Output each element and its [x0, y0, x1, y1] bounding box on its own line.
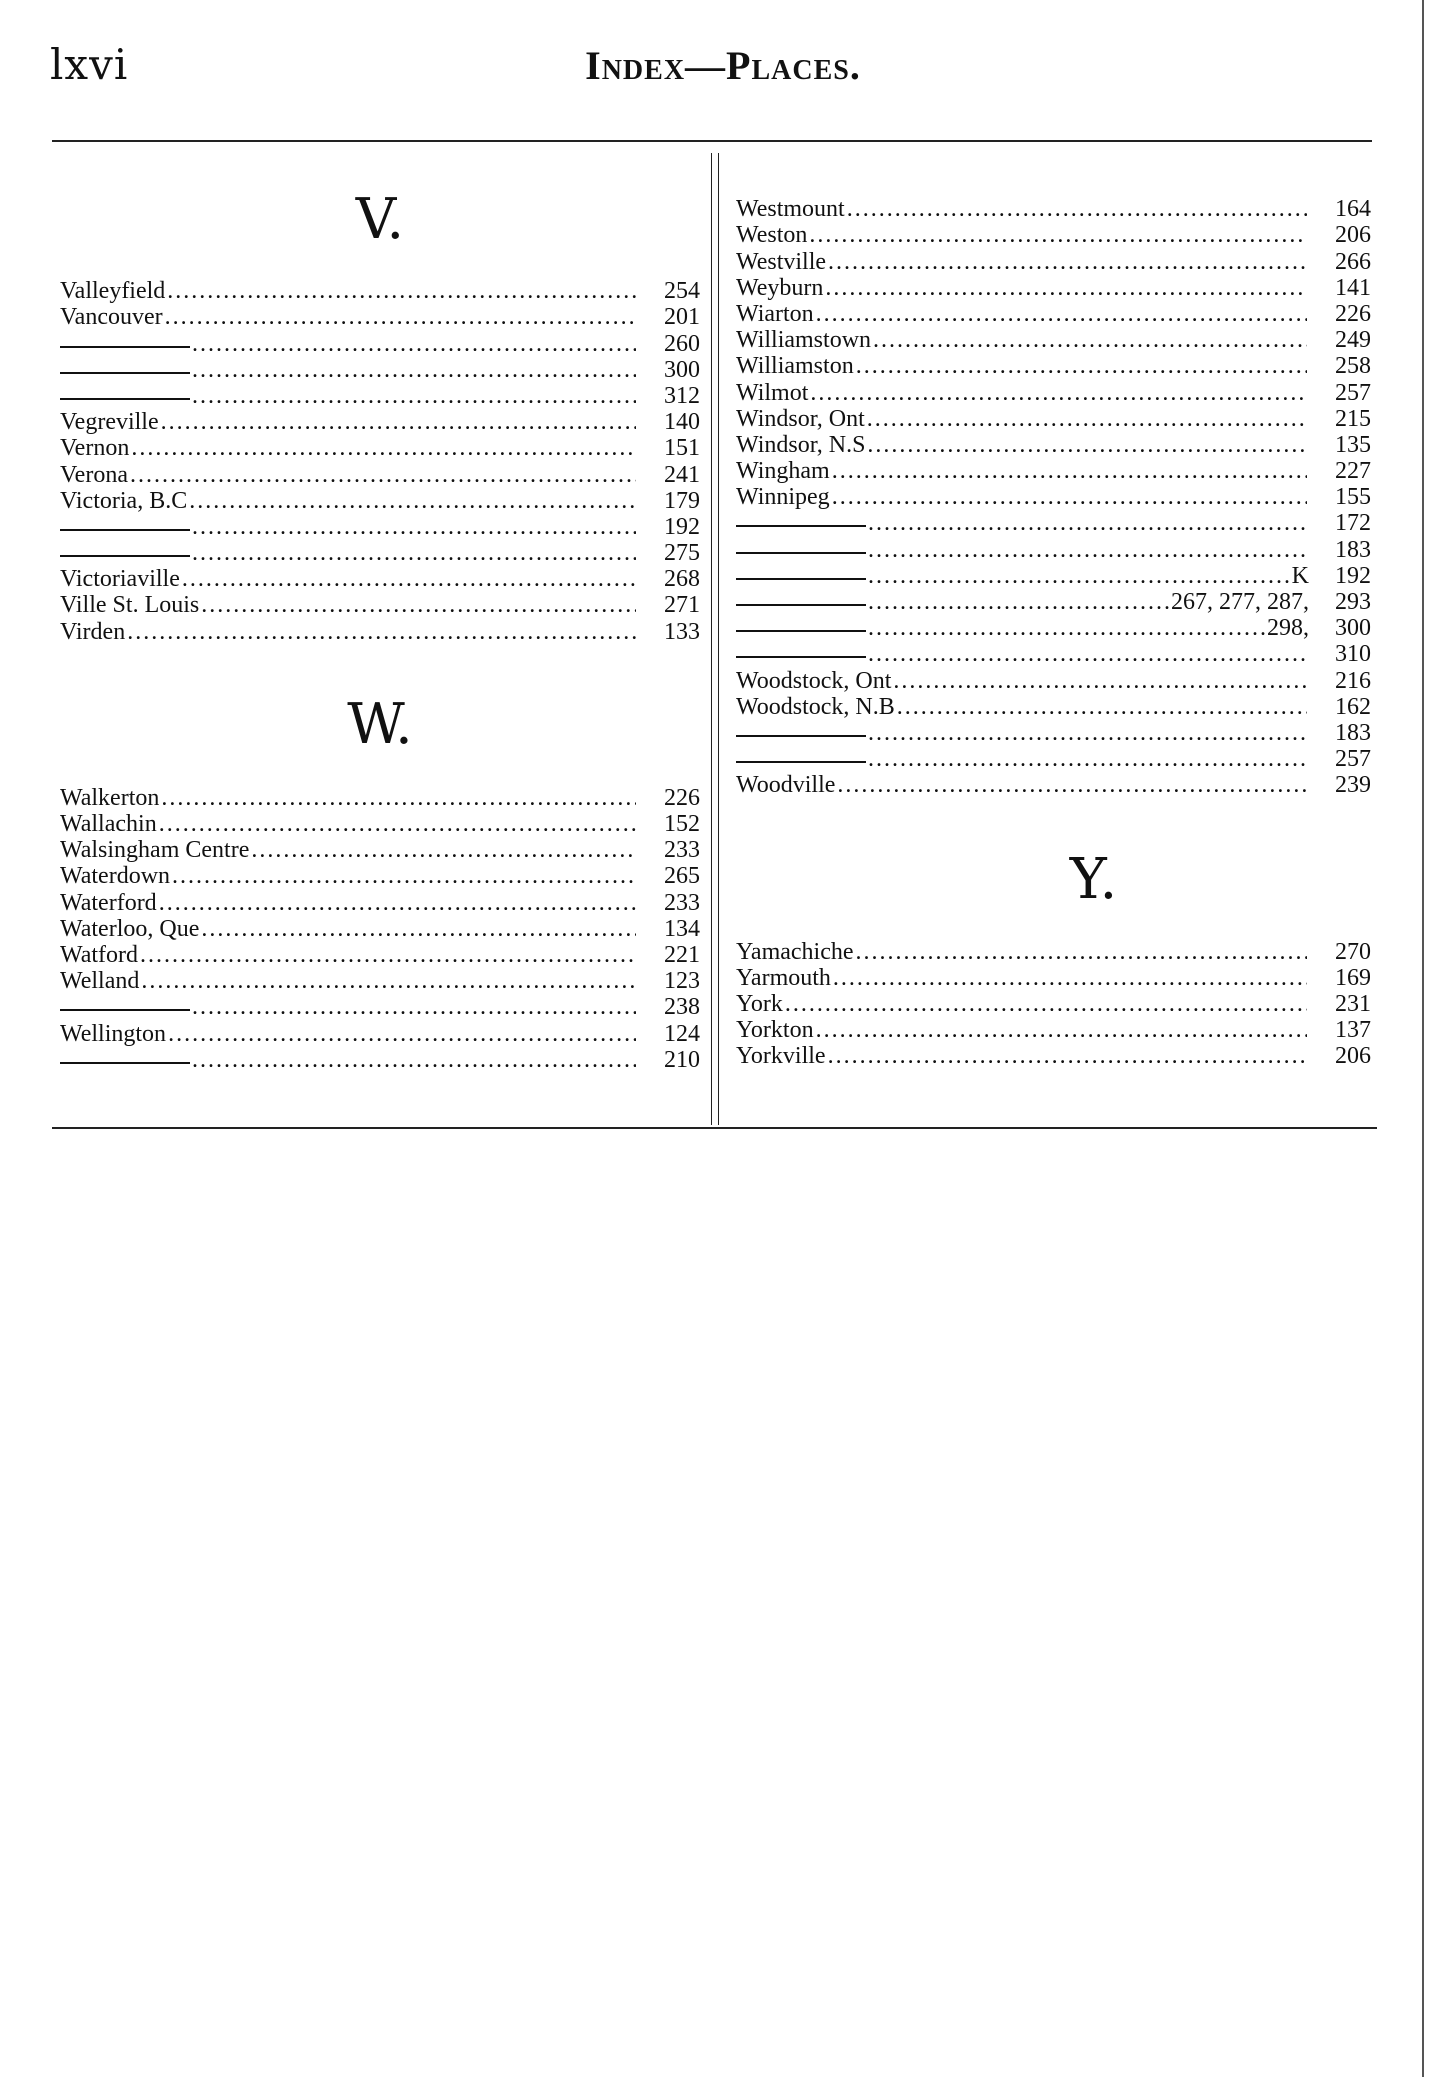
index-entry — [60, 409, 700, 435]
dot-leader — [192, 383, 636, 409]
index-entry — [60, 1020, 700, 1046]
entry-place-name: Weyburn — [736, 274, 824, 301]
index-entry — [60, 330, 700, 356]
entry-page-number: 216 — [1335, 667, 1371, 694]
entry-page-number: 210 — [664, 1046, 700, 1073]
entry-page-number: 151 — [664, 435, 700, 462]
entry-place-name: Woodstock, N.B — [736, 693, 895, 720]
dot-leader — [868, 510, 1307, 536]
index-entry — [60, 540, 700, 566]
dot-leader — [868, 746, 1307, 772]
dot-leader — [201, 916, 636, 942]
entry-page-number: 265 — [664, 863, 700, 890]
entry-place-name: Waterdown — [60, 863, 171, 890]
entry-place-name: York — [736, 990, 783, 1017]
dot-leader — [837, 772, 1307, 798]
ditto-dash — [60, 1009, 190, 1011]
index-entry — [736, 746, 1371, 772]
dot-leader — [192, 540, 636, 566]
dot-leader — [816, 301, 1307, 327]
dot-leader — [192, 357, 636, 383]
entry-page-number: 140 — [664, 409, 700, 436]
index-entry — [736, 196, 1371, 222]
index-entry — [736, 965, 1371, 991]
entry-place-name: Victoriaville — [60, 566, 180, 593]
entry-page-number: 137 — [1335, 1017, 1371, 1044]
top-rule — [52, 140, 1372, 142]
entry-page-number: 239 — [1335, 772, 1371, 799]
ditto-dash — [60, 346, 190, 348]
index-entry — [60, 278, 700, 304]
index-entry — [60, 785, 700, 811]
section-letter-y: Y. — [1069, 847, 1118, 913]
entry-page-number: 310 — [1335, 641, 1371, 668]
entry-page-number: 254 — [664, 278, 700, 305]
index-entry — [736, 1043, 1371, 1069]
index-entry — [736, 694, 1371, 720]
index-entry — [60, 889, 700, 915]
dot-leader — [130, 462, 636, 488]
dot-leader — [847, 196, 1307, 222]
entry-page-number: 135 — [1335, 431, 1371, 458]
dot-leader — [810, 380, 1307, 406]
dot-leader — [867, 406, 1307, 432]
entry-page-number: 155 — [1335, 484, 1371, 511]
page-title: Index—Places. — [585, 43, 861, 88]
entry-place-name: Walkerton — [60, 784, 160, 811]
entry-place-name: Weston — [736, 222, 808, 249]
index-entry — [736, 379, 1371, 405]
index-entry — [736, 563, 1371, 589]
dot-leader — [868, 537, 1307, 563]
entry-page-number: 179 — [664, 487, 700, 514]
entry-place-name: Waterford — [60, 889, 157, 916]
dot-leader — [856, 353, 1307, 379]
entry-list-y — [736, 938, 1371, 1069]
dot-leader — [159, 811, 636, 837]
dot-leader — [165, 304, 636, 330]
dot-leader — [868, 641, 1307, 667]
entry-page-number: 164 — [1335, 196, 1371, 223]
entry-place-name: Wiarton — [736, 300, 814, 327]
entry-page-number: 233 — [664, 837, 700, 864]
entry-place-name: Verona — [60, 461, 128, 488]
dot-leader — [161, 409, 636, 435]
dot-leader — [192, 994, 636, 1020]
dot-leader — [161, 785, 636, 811]
dot-leader — [828, 1043, 1307, 1069]
left-column — [60, 160, 700, 1073]
dot-leader — [172, 863, 636, 889]
ditto-dash — [736, 630, 866, 632]
dot-leader — [816, 1017, 1307, 1043]
entry-page-number: 257 — [1335, 746, 1371, 773]
dot-leader — [192, 1047, 636, 1073]
dot-leader — [868, 589, 1169, 615]
dot-leader — [868, 615, 1265, 641]
entry-page-number: 206 — [1335, 222, 1371, 249]
entry-page-number: 134 — [664, 915, 700, 942]
ditto-dash — [736, 656, 866, 658]
index-entry — [736, 327, 1371, 353]
entry-place-name: Walsingham Centre — [60, 837, 250, 864]
index-entry — [60, 916, 700, 942]
entry-page-number: 241 — [664, 461, 700, 488]
entry-page-number: 271 — [664, 592, 700, 619]
entry-page-number: 206 — [1335, 1043, 1371, 1070]
index-entry — [736, 589, 1371, 615]
ditto-dash — [736, 525, 866, 527]
entry-page-number: 231 — [1335, 990, 1371, 1017]
page-edge — [1422, 0, 1424, 2077]
entry-place-name: Watford — [60, 941, 139, 968]
dot-leader — [868, 720, 1307, 746]
column-divider-right — [718, 153, 719, 1125]
entry-page-number: 257 — [1335, 379, 1371, 406]
right-column — [736, 196, 1371, 1069]
dot-leader — [131, 435, 636, 461]
section-letter-v: V. — [355, 187, 405, 252]
index-entry — [736, 275, 1371, 301]
dot-leader — [201, 592, 636, 618]
dot-leader — [251, 837, 636, 863]
entry-page-number: 172 — [1335, 510, 1371, 537]
index-entry — [60, 514, 700, 540]
dot-leader — [832, 458, 1307, 484]
dot-leader — [192, 514, 636, 540]
entry-page-number: 275 — [664, 540, 700, 567]
entry-place-name: Winnipeg — [736, 484, 830, 511]
entry-page-number: 141 — [1335, 274, 1371, 301]
ditto-dash — [60, 555, 190, 557]
index-entry — [60, 435, 700, 461]
index-entry — [736, 641, 1371, 667]
entry-place-name: Williamston — [736, 353, 854, 380]
entry-place-name: Wilmot — [736, 379, 809, 406]
index-entry — [736, 222, 1371, 248]
index-entry — [736, 458, 1371, 484]
index-entry — [60, 592, 700, 618]
dot-leader — [893, 668, 1307, 694]
entry-page-number: 183 — [1335, 536, 1371, 563]
index-entry — [60, 304, 700, 330]
index-entry — [736, 615, 1371, 641]
section-y — [736, 847, 1371, 1070]
entry-place-name: Yarmouth — [736, 964, 831, 991]
entry-place-name: Welland — [60, 968, 140, 995]
index-entry — [60, 837, 700, 863]
entry-place-name: Yorkville — [736, 1043, 826, 1070]
index-entry — [736, 1017, 1371, 1043]
ditto-dash — [736, 604, 866, 606]
index-entry — [736, 667, 1371, 693]
ditto-dash — [60, 372, 190, 374]
entry-place-name: Wallachin — [60, 811, 157, 837]
index-entry — [60, 994, 700, 1020]
entry-page-number: 183 — [1335, 719, 1371, 746]
dot-leader — [873, 327, 1307, 353]
entry-place-name: Valleyfield — [60, 278, 166, 305]
entry-place-name: Vancouver — [60, 304, 163, 331]
entry-page-number: 192 — [664, 513, 700, 540]
index-entry — [736, 301, 1371, 327]
dot-leader — [809, 222, 1307, 248]
entry-place-name: Virden — [60, 618, 126, 645]
entry-list-w-continued — [736, 196, 1371, 798]
entry-page-number: 152 — [664, 811, 700, 837]
index-entry — [60, 566, 700, 592]
entry-place-name: Windsor, Ont — [736, 405, 865, 432]
ditto-dash — [736, 761, 866, 763]
entry-place-name: Vegreville — [60, 409, 159, 436]
entry-page-number: 270 — [1335, 938, 1371, 965]
section-w — [60, 691, 700, 1073]
ditto-dash — [60, 529, 190, 531]
dot-leader — [833, 965, 1307, 991]
entry-place-name: Westmount — [736, 196, 845, 223]
entry-place-name: Victoria, B.C — [60, 487, 188, 514]
index-entry — [60, 863, 700, 889]
entry-extra-pages: 267, 277, 287, — [1171, 589, 1309, 615]
index-entry — [736, 510, 1371, 536]
index-entry — [60, 461, 700, 487]
index-entry — [60, 488, 700, 514]
entry-page-number: 215 — [1335, 405, 1371, 432]
entry-page-number: 268 — [664, 566, 700, 593]
index-entry — [736, 938, 1371, 964]
entry-page-number: 300 — [664, 356, 700, 383]
entry-page-number: 192 — [1335, 562, 1371, 589]
dot-leader — [140, 942, 636, 968]
entry-place-name: Ville St. Louis — [60, 592, 200, 619]
dot-leader — [825, 275, 1307, 301]
entry-page-number: 227 — [1335, 458, 1371, 485]
ditto-dash — [736, 552, 866, 554]
dot-leader — [856, 939, 1307, 965]
entry-page-number: 238 — [664, 994, 700, 1021]
index-entry — [736, 432, 1371, 458]
section-letter-w: W. — [347, 691, 413, 757]
entry-page-number: 293 — [1335, 589, 1371, 615]
entry-page-number: 221 — [664, 941, 700, 968]
bottom-rule — [52, 1127, 1377, 1129]
entry-place-name: Woodville — [736, 772, 836, 799]
entry-extra-pages: 298, — [1267, 615, 1309, 642]
dot-leader — [127, 619, 636, 645]
column-divider-left — [711, 153, 712, 1125]
dot-leader — [167, 278, 636, 304]
entry-place-name: Waterloo, Que — [60, 915, 200, 942]
dot-leader — [192, 331, 636, 357]
entry-page-number: 266 — [1335, 248, 1371, 275]
entry-page-number: 260 — [664, 330, 700, 357]
index-entry — [736, 991, 1371, 1017]
ditto-dash — [736, 735, 866, 737]
entry-extra-pages: K — [1291, 562, 1309, 589]
entry-page-number: 226 — [664, 784, 700, 811]
ditto-dash — [60, 398, 190, 400]
dot-leader — [868, 563, 1290, 589]
entry-list-w — [60, 785, 700, 1073]
entry-page-number: 133 — [664, 618, 700, 645]
dot-leader — [141, 968, 636, 994]
entry-place-name: Woodstock, Ont — [736, 667, 892, 694]
entry-page-number: 123 — [664, 968, 700, 995]
page-number: lxvi — [50, 40, 129, 89]
dot-leader — [867, 432, 1307, 458]
entry-place-name: Windsor, N.S — [736, 431, 866, 458]
dot-leader — [182, 566, 636, 592]
ditto-dash — [60, 1062, 190, 1064]
index-entry — [60, 1047, 700, 1073]
entry-place-name: Wellington — [60, 1020, 167, 1047]
entry-page-number: 300 — [1335, 615, 1371, 642]
entry-place-name: Yorkton — [736, 1017, 814, 1044]
dot-leader — [189, 488, 636, 514]
index-entry — [736, 484, 1371, 510]
index-entry — [736, 406, 1371, 432]
entry-page-number: 249 — [1335, 327, 1371, 354]
entry-page-number: 226 — [1335, 300, 1371, 327]
entry-place-name: Williamstown — [736, 327, 872, 354]
index-entry — [736, 720, 1371, 746]
index-entry — [60, 383, 700, 409]
index-entry — [60, 357, 700, 383]
entry-page-number: 258 — [1335, 353, 1371, 380]
dot-leader — [785, 991, 1307, 1017]
index-entry — [736, 536, 1371, 562]
section-v — [60, 187, 700, 645]
entry-page-number: 124 — [664, 1020, 700, 1047]
index-entry — [60, 942, 700, 968]
entry-page-number: 169 — [1335, 964, 1371, 991]
entry-place-name: Westville — [736, 248, 827, 275]
entry-page-number: 233 — [664, 889, 700, 916]
index-entry — [736, 248, 1371, 274]
dot-leader — [159, 890, 636, 916]
entry-place-name: Vernon — [60, 435, 130, 462]
entry-list-v — [60, 278, 700, 645]
entry-page-number: 312 — [664, 382, 700, 409]
entry-page-number: 162 — [1335, 693, 1371, 720]
index-entry — [60, 811, 700, 837]
index-entry — [60, 968, 700, 994]
entry-place-name: Wingham — [736, 458, 830, 485]
dot-leader — [828, 249, 1307, 275]
ditto-dash — [736, 578, 866, 580]
entry-place-name: Yamachiche — [736, 938, 854, 965]
dot-leader — [168, 1021, 636, 1047]
dot-leader — [897, 694, 1307, 720]
index-entry — [736, 353, 1371, 379]
entry-page-number: 201 — [664, 304, 700, 331]
dot-leader — [832, 484, 1307, 510]
index-entry — [736, 772, 1371, 798]
index-entry — [60, 618, 700, 644]
